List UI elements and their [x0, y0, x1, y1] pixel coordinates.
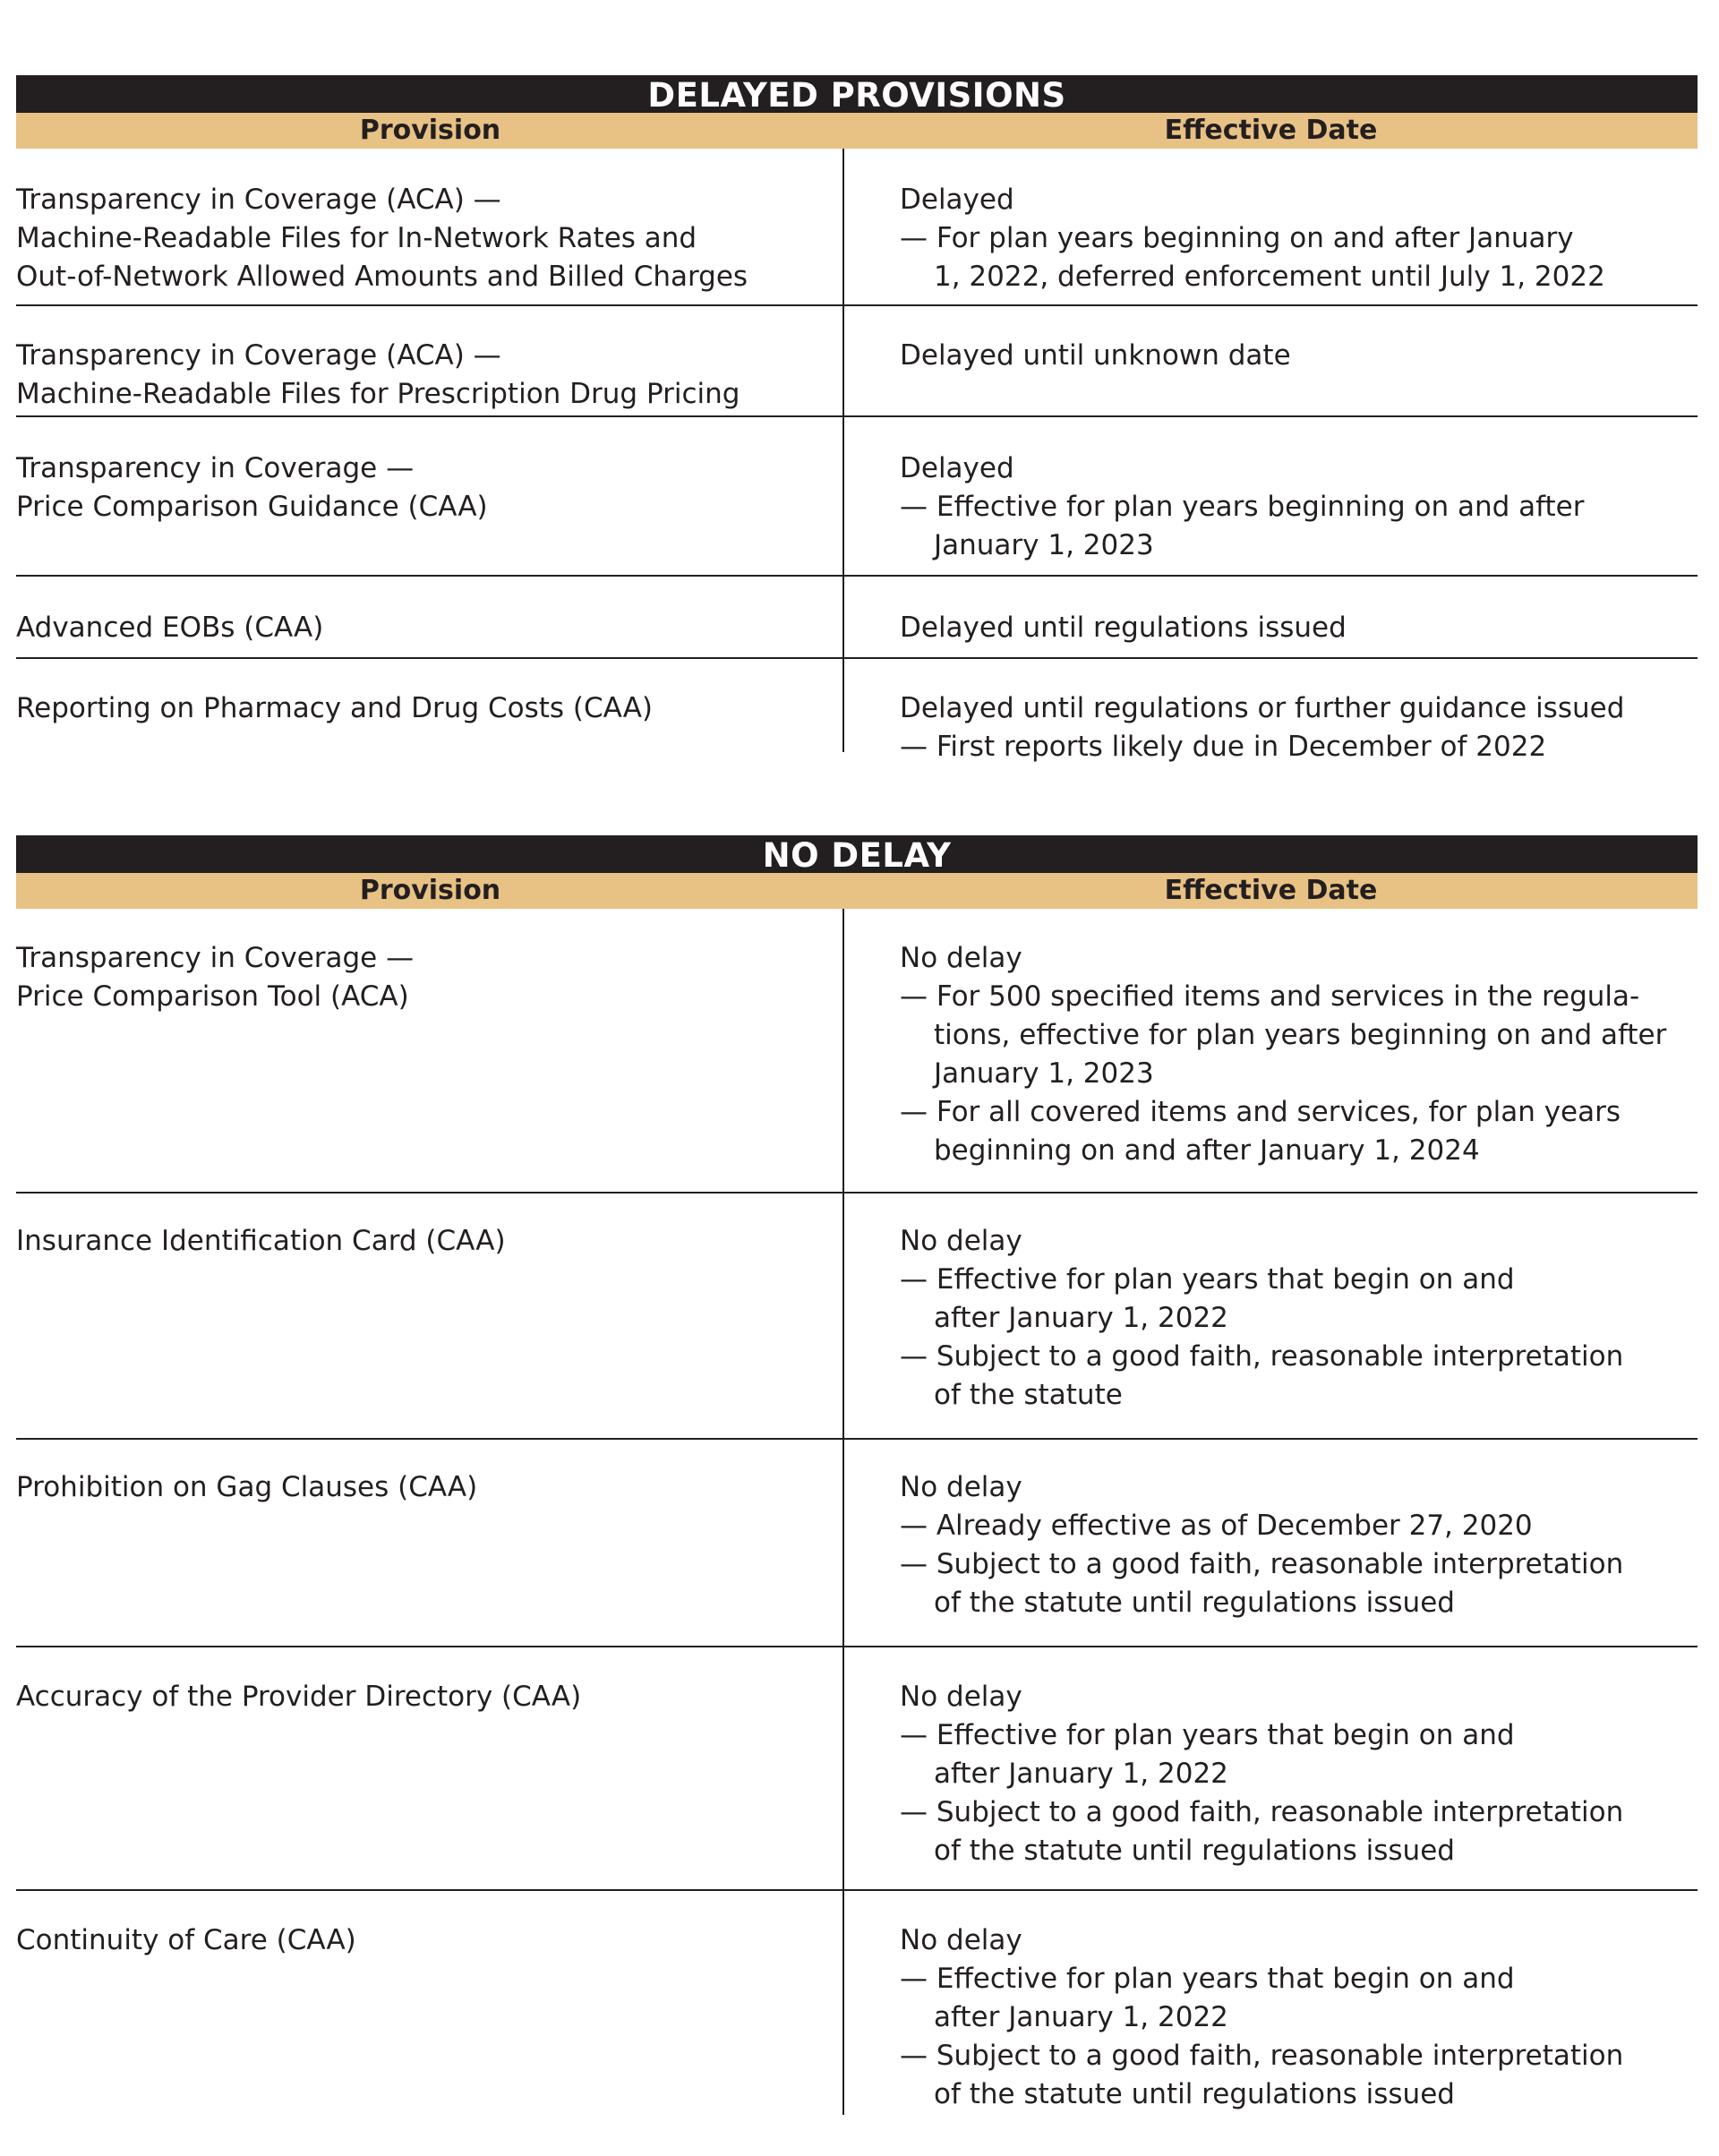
status-text: No delay — [900, 1225, 1022, 1257]
note-line: — Effective for plan years beginning on and after — [900, 491, 1585, 523]
provision-cell — [16, 1891, 844, 2115]
table-row — [16, 909, 1698, 1194]
note-line: of the statute until regulations issued — [934, 2078, 1455, 2110]
effective-date-note — [900, 1093, 1680, 1170]
provision-text: Transparency in Coverage — — [16, 452, 415, 484]
no-delay-table — [16, 835, 1698, 2115]
note-line: — Subject to a good faith, reasonable interpretation — [900, 1548, 1624, 1580]
status-text: Delayed until regulations issued — [900, 612, 1347, 644]
column-header-provision: Provision — [359, 115, 501, 146]
provision-text: Insurance Identification Card (CAA) — [16, 1225, 506, 1257]
provision-text: Machine-Readable Files for Prescription Drug Pricing — [16, 378, 740, 410]
provision-cell — [16, 149, 844, 304]
section-title: NO DELAY — [16, 835, 1698, 873]
status-text: Delayed until regulations or further guidance issued — [900, 692, 1625, 724]
note-line: of the statute until regulations issued — [934, 1835, 1455, 1867]
provision-text: Transparency in Coverage (ACA) — — [16, 339, 501, 372]
effective-date-note — [900, 1716, 1680, 1793]
effective-date-note — [900, 1960, 1680, 2037]
provision-text: Price Comparison Tool (ACA) — [16, 980, 409, 1013]
effective-date-note — [900, 1261, 1680, 1338]
note-line: 1, 2022, deferred enforcement until July 1, 2022 — [934, 261, 1605, 293]
table-row — [16, 306, 1698, 417]
provision-cell — [16, 417, 844, 575]
provision-cell — [16, 1440, 844, 1646]
effective-date-cell — [844, 909, 1698, 1192]
delayed-provisions-table — [16, 75, 1698, 763]
provision-text: Price Comparison Guidance (CAA) — [16, 491, 488, 523]
effective-date-note — [900, 219, 1680, 296]
effective-date-note — [900, 728, 1680, 766]
table-row — [16, 1440, 1698, 1647]
column-header-row — [16, 113, 1698, 149]
status-text: No delay — [900, 1681, 1022, 1713]
note-line: — For 500 specified items and services in the regula- — [900, 980, 1640, 1013]
column-header-row — [16, 873, 1698, 909]
effective-date-cell — [844, 1891, 1698, 2115]
note-line: after January 1, 2022 — [934, 2001, 1228, 2033]
provision-text: Out-of-Network Allowed Amounts and Billed Charges — [16, 261, 748, 293]
note-line: — For all covered items and services, for plan years — [900, 1096, 1621, 1128]
table-row — [16, 659, 1698, 763]
note-line: January 1, 2023 — [934, 1057, 1154, 1090]
table-row — [16, 1647, 1698, 1891]
provision-text: Accuracy of the Provider Directory (CAA) — [16, 1681, 582, 1713]
note-line: January 1, 2023 — [934, 529, 1154, 561]
column-header-effective-date: Effective Date — [1164, 875, 1378, 906]
note-line: — Subject to a good faith, reasonable interpretation — [900, 2040, 1624, 2072]
note-line: — For plan years beginning on and after January — [900, 222, 1574, 254]
status-text: Delayed — [900, 184, 1014, 216]
table-row — [16, 577, 1698, 659]
provision-cell — [16, 577, 844, 657]
note-line: beginning on and after January 1, 2024 — [934, 1134, 1480, 1167]
effective-date-cell — [844, 1647, 1698, 1889]
provision-text: Continuity of Care (CAA) — [16, 1924, 356, 1956]
note-line: — Subject to a good faith, reasonable interpretation — [900, 1796, 1624, 1828]
note-line: after January 1, 2022 — [934, 1302, 1228, 1334]
effective-date-note — [900, 1338, 1680, 1415]
effective-date-note — [900, 1545, 1680, 1622]
table-body — [16, 909, 1698, 2115]
provision-cell — [16, 909, 844, 1192]
provision-cell — [16, 306, 844, 415]
table-row — [16, 1891, 1698, 2115]
note-line: — Subject to a good faith, reasonable interpretation — [900, 1340, 1624, 1373]
effective-date-cell — [844, 149, 1698, 304]
status-text: No delay — [900, 1471, 1022, 1503]
provision-text: Advanced EOBs (CAA) — [16, 612, 324, 644]
effective-date-cell — [844, 1194, 1698, 1438]
status-text: No delay — [900, 942, 1022, 974]
note-line: of the statute — [934, 1379, 1123, 1411]
provision-text: Reporting on Pharmacy and Drug Costs (CAA) — [16, 692, 654, 724]
provision-text: Prohibition on Gag Clauses (CAA) — [16, 1471, 478, 1503]
note-line: — Effective for plan years that begin on and — [900, 1963, 1515, 1995]
table-body — [16, 149, 1698, 763]
effective-date-cell — [844, 417, 1698, 575]
provision-text: Transparency in Coverage (ACA) — — [16, 184, 501, 216]
effective-date-cell — [844, 659, 1698, 763]
note-line: — Already effective as of December 27, 2020 — [900, 1510, 1533, 1542]
effective-date-cell — [844, 577, 1698, 657]
status-text: Delayed — [900, 452, 1014, 484]
effective-date-cell — [844, 1440, 1698, 1646]
table-row — [16, 1194, 1698, 1440]
note-line: — Effective for plan years that begin on and — [900, 1719, 1515, 1751]
table-row — [16, 149, 1698, 306]
note-line: tions, effective for plan years beginning on and after — [934, 1019, 1667, 1051]
effective-date-note — [900, 1793, 1680, 1870]
note-line: — First reports likely due in December of 2022 — [900, 731, 1547, 763]
effective-date-cell — [844, 306, 1698, 415]
column-header-provision: Provision — [359, 875, 501, 906]
effective-date-note — [900, 2037, 1680, 2114]
table-row — [16, 417, 1698, 577]
note-line: after January 1, 2022 — [934, 1758, 1228, 1790]
effective-date-note — [900, 978, 1680, 1093]
effective-date-note — [900, 488, 1680, 565]
provision-text: Machine-Readable Files for In-Network Rates and — [16, 222, 697, 254]
provision-cell — [16, 1647, 844, 1889]
provision-cell — [16, 659, 844, 752]
section-title: DELAYED PROVISIONS — [16, 75, 1698, 113]
column-header-effective-date: Effective Date — [1164, 115, 1378, 146]
provision-cell — [16, 1194, 844, 1438]
note-line: of the statute until regulations issued — [934, 1587, 1455, 1619]
note-line: — Effective for plan years that begin on and — [900, 1263, 1515, 1296]
provision-text: Transparency in Coverage — — [16, 942, 415, 974]
effective-date-note — [900, 1507, 1680, 1545]
status-text: No delay — [900, 1924, 1022, 1956]
status-text: Delayed until unknown date — [900, 339, 1291, 372]
